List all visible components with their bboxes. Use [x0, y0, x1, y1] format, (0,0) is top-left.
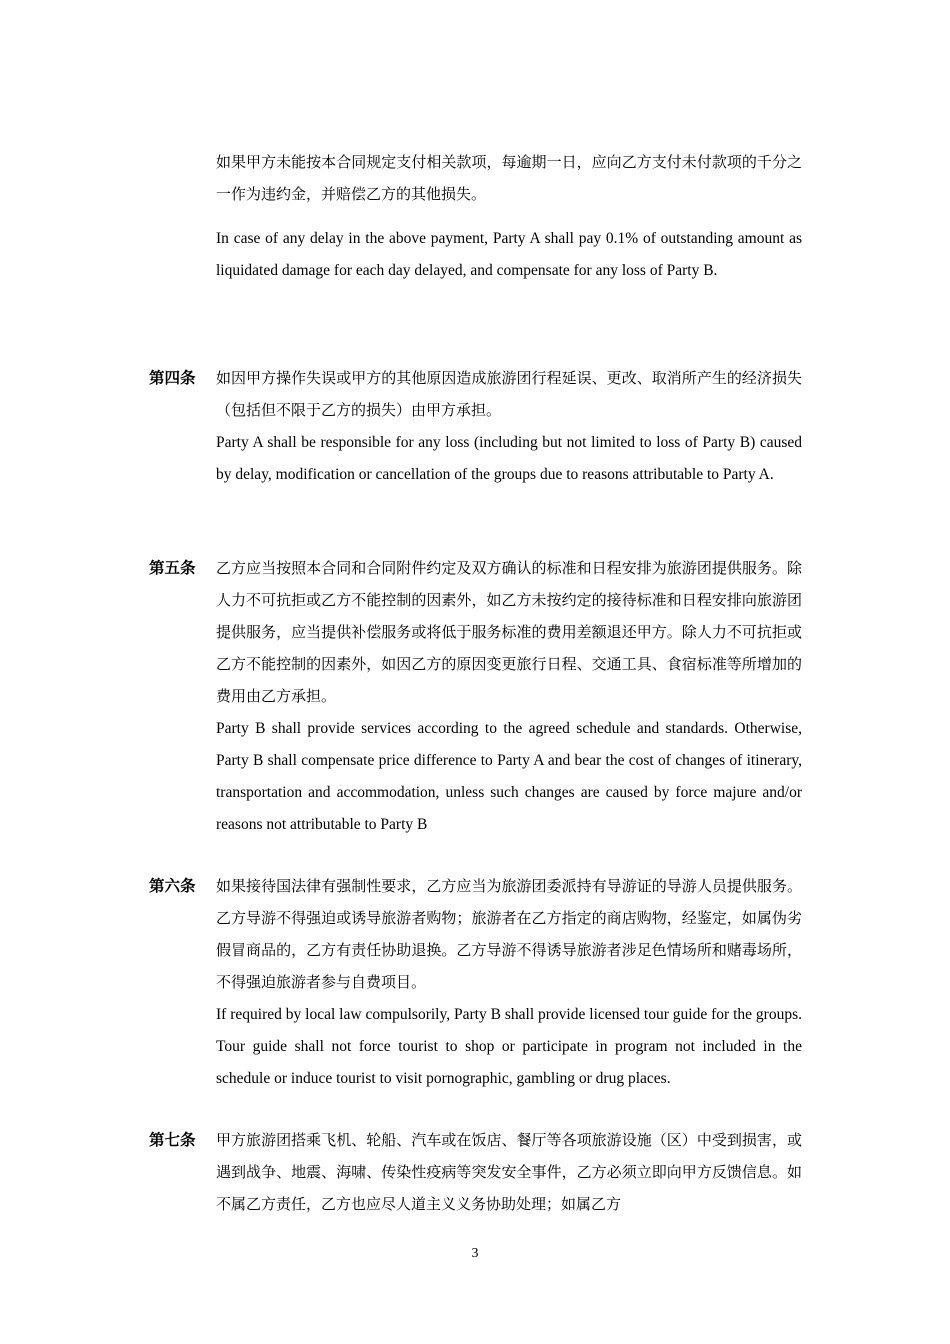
article-7-chinese-text: 甲方旅游团搭乘飞机、轮船、汽车或在饭店、餐厅等各项旅游设施（区）中受到损害，或遇到战争、地震、海啸、传染性疫病等突发安全事件，乙方必须立即向甲方反馈信息。如不属乙方责任，乙方也应尽人道主义义务协助处理；如属乙方: [216, 1133, 802, 1213]
intro-english-text: In case of any delay in the above payment, Party A shall pay 0.1% of outstanding amount as liquidated damage for each day delayed, and compensate for any loss of Party B.: [216, 230, 802, 279]
article-7-body: [216, 1125, 802, 1221]
article-6-english-text: If required by local law compulsorily, Party B shall provide licensed tour guide for the groups. Tour guide shall not force tourist to shop or participate in program not included in the schedule or induce tourist to visit pornographic, gambling or drug places.: [216, 1006, 802, 1087]
article-6-chinese-text: 如果接待国法律有强制性要求，乙方应当为旅游团委派持有导游证的导游人员提供服务。乙方导游不得强迫或诱导旅游者购物；旅游者在乙方指定的商店购物，经鉴定，如属伪劣假冒商品的，乙方有责任协助退换。乙方导游不得诱导旅游者涉足色情场所和赌毒场所，不得强迫旅游者参与自费项目。: [216, 879, 802, 991]
article-4-chinese-text: 如因甲方操作失误或甲方的其他原因造成旅游团行程延误、更改、取消所产生的经济损失（包括但不限于乙方的损失）由甲方承担。: [216, 371, 802, 419]
intro-chinese-text: 如果甲方未能按本合同规定支付相关款项，每逾期一日，应向乙方支付未付款项的千分之一作为违约金，并赔偿乙方的其他损失。: [216, 155, 802, 203]
article-6-body: [216, 871, 802, 1095]
article-4-label: 第四条: [149, 370, 196, 387]
article-5-english-text: Party B shall provide services according to the agreed schedule and standards. Otherwise, Party B shall compensate price difference to Party A and bear the cost of changes of itinerary, transportation and accommodation, unless such changes are caused by force majure and/or reasons not attributable to Party B: [216, 720, 802, 833]
article-6-label: 第六条: [149, 878, 196, 895]
page-number: 3: [471, 1246, 479, 1261]
article-5-label: 第五条: [149, 560, 196, 577]
article-4-body: [216, 363, 802, 491]
article-7-label: 第七条: [149, 1132, 196, 1149]
article-4-english-text: Party A shall be responsible for any loss (including but not limited to loss of Party B) caused by delay, modification or cancellation of the groups due to reasons attributable to Party A.: [216, 434, 802, 483]
article-5-chinese-text: 乙方应当按照本合同和合同附件约定及双方确认的标准和日程安排为旅游团提供服务。除人力不可抗拒或乙方不能控制的因素外，如乙方未按约定的接待标准和日程安排向旅游团提供服务，应当提供补偿服务或将低于服务标准的费用差额退还甲方。除人力不可抗拒或乙方不能控制的因素外，如因乙方的原因变更旅行日程、交通工具、食宿标准等所增加的费用由乙方承担。: [216, 561, 802, 705]
intro-paragraph: [216, 147, 802, 287]
article-5-body: [216, 553, 802, 841]
